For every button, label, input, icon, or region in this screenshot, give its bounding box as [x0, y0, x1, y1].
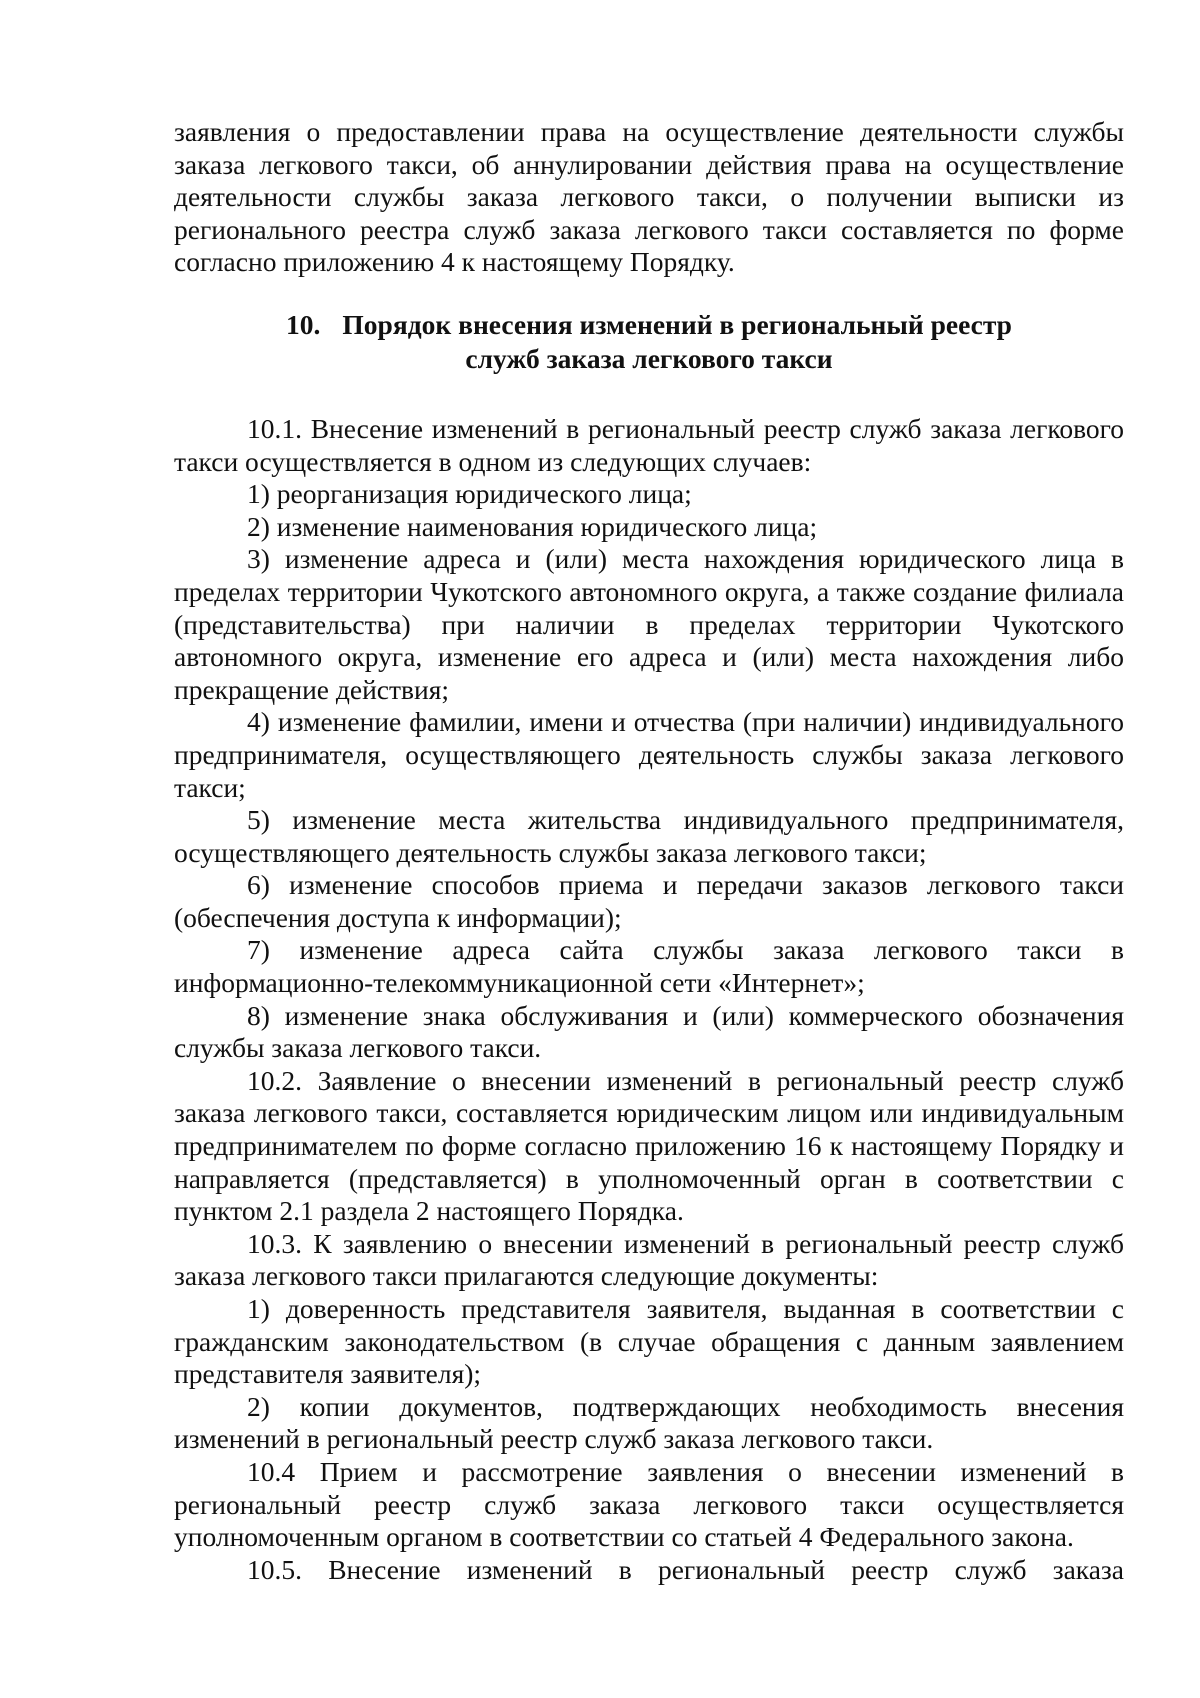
list-item-4: 4) изменение фамилии, имени и отчества (при наличии) индивидуального предпринимателя, осуществляющего деятельность службы заказа легкового такси; — [174, 706, 1124, 803]
section-title-part-1: Порядок внесения изменений в региональный реестр — [342, 308, 1012, 340]
section-heading-line-1 — [174, 308, 1124, 342]
intro-paragraph: заявления о предоставлении права на осуществление деятельности службы заказа легкового такси, об аннулировании действия права на осуществление деятельности службы заказа легкового такси, о получении выписки из регионального реестра служб заказа легкового такси составляется по форме согласно приложению 4 к настоящему Порядку. — [174, 116, 1124, 278]
document-item-2: 2) копии документов, подтверждающих необходимость внесения изменений в региональный реестр служб заказа легкового такси. — [174, 1390, 1124, 1455]
paragraph-10-3: 10.3. К заявлению о внесении изменений в региональный реестр служб заказа легкового такси прилагаются следующие документы: — [174, 1227, 1124, 1292]
document-body — [174, 116, 1124, 1586]
document-item-1: 1) доверенность представителя заявителя, выданная в соответствии с гражданским законодательством (в случае обращения с данным заявлением представителя заявителя); — [174, 1293, 1124, 1390]
list-item-2: 2) изменение наименования юридического лица; — [247, 510, 818, 542]
list-item-1: 1) реорганизация юридического лица; — [247, 478, 692, 510]
list-item-3: 3) изменение адреса и (или) места нахождения юридического лица в пределах территории Чукотского автономного округа, а также создание филиала (представительства) при наличии в пределах территории Чукотского автономного округа, изменение его адреса и (или) места нахождения либо прекращение действия; — [174, 543, 1124, 705]
list-item-7: 7) изменение адреса сайта службы заказа легкового такси в информационно-телекоммуникационной сети «Интернет»; — [174, 934, 1124, 999]
section-number: 10. — [286, 308, 321, 340]
list-item-8: 8) изменение знака обслуживания и (или) коммерческого обозначения службы заказа легкового такси. — [174, 999, 1124, 1064]
paragraph-10-4: 10.4 Прием и рассмотрение заявления о внесении изменений в региональный реестр служб заказа легкового такси осуществляется уполномоченным органом в соответствии со статьей 4 Федерального закона. — [174, 1455, 1124, 1553]
paragraph-10-1: 10.1. Внесение изменений в региональный реестр служб заказа легкового такси осуществляется в одном из следующих случаев: — [174, 412, 1124, 477]
section-title-part-2: служб заказа легкового такси — [465, 342, 833, 374]
paragraph-10-2: 10.2. Заявление о внесении изменений в региональный реестр служб заказа легкового такси, составляется юридическим лицом или индивидуальным предпринимателем по форме согласно приложению 16 к настоящему Порядку и направляется (представляется) в уполномоченный орган в соответствии с пунктом 2.1 раздела 2 настоящего Порядка. — [174, 1064, 1124, 1227]
list-item-5: 5) изменение места жительства индивидуального предпринимателя, осуществляющего деятельность службы заказа легкового такси; — [174, 804, 1124, 868]
section-heading — [174, 308, 1124, 376]
paragraph-10-5: 10.5. Внесение изменений в региональный реестр служб заказа — [247, 1553, 1124, 1585]
list-item-6: 6) изменение способов приема и передачи заказов легкового такси (обеспечения доступа к информации); — [174, 869, 1124, 933]
